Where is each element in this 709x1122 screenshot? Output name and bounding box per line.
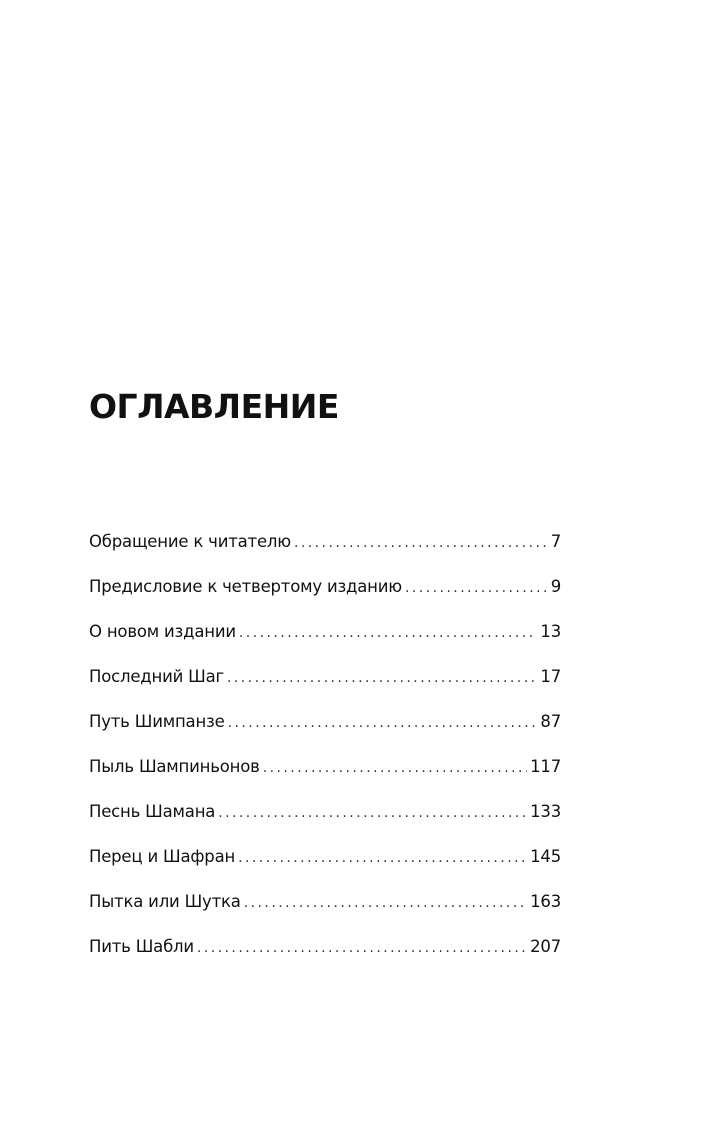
toc-leader-dots (294, 529, 548, 557)
toc-entry[interactable] (89, 618, 561, 663)
toc-entry-title: Пытка или Шутка (89, 892, 241, 911)
toc-entry[interactable] (89, 528, 561, 573)
toc-entry[interactable] (89, 798, 561, 843)
toc-leader-dots (263, 754, 527, 782)
toc-entry-page: 87 (540, 712, 561, 731)
toc-entry[interactable] (89, 573, 561, 618)
toc-entry-page: 207 (530, 937, 561, 956)
toc-leader-dots (227, 664, 537, 692)
toc-entry[interactable] (89, 663, 561, 708)
toc-entry-title: Последний Шаг (89, 667, 224, 686)
toc-entry[interactable] (89, 843, 561, 888)
toc-entry-title: О новом издании (89, 622, 236, 641)
toc-entry-title: Путь Шимпанзе (89, 712, 225, 731)
toc-entry-page: 133 (530, 802, 561, 821)
toc-leader-dots (238, 844, 527, 872)
toc-entry-title: Пыль Шампиньонов (89, 757, 260, 776)
page-title: ОГЛАВЛЕНИЕ (89, 387, 339, 426)
toc-entry-title: Предисловие к четвертому изданию (89, 577, 402, 596)
toc-entry-page: 145 (530, 847, 561, 866)
toc-entry-page: 9 (550, 577, 561, 596)
toc-leader-dots (405, 574, 548, 602)
toc-entry-title: Обращение к читателю (89, 532, 291, 551)
toc-entry[interactable] (89, 753, 561, 798)
toc-leader-dots (228, 709, 538, 737)
toc-entry-page: 117 (530, 757, 561, 776)
toc-leader-dots (244, 889, 527, 917)
toc-entry[interactable] (89, 708, 561, 753)
toc-entry-page: 17 (540, 667, 561, 686)
toc-entry-page: 13 (540, 622, 561, 641)
toc-entry[interactable] (89, 933, 561, 978)
toc-leader-dots (197, 934, 527, 962)
toc-leader-dots (218, 799, 527, 827)
toc-entry-title: Перец и Шафран (89, 847, 236, 866)
table-of-contents (89, 528, 561, 978)
toc-entry-title: Пить Шабли (89, 937, 194, 956)
toc-leader-dots (239, 619, 538, 647)
toc-entry-page: 163 (530, 892, 561, 911)
toc-entry[interactable] (89, 888, 561, 933)
toc-entry-title: Песнь Шамана (89, 802, 216, 821)
toc-entry-page: 7 (550, 532, 561, 551)
